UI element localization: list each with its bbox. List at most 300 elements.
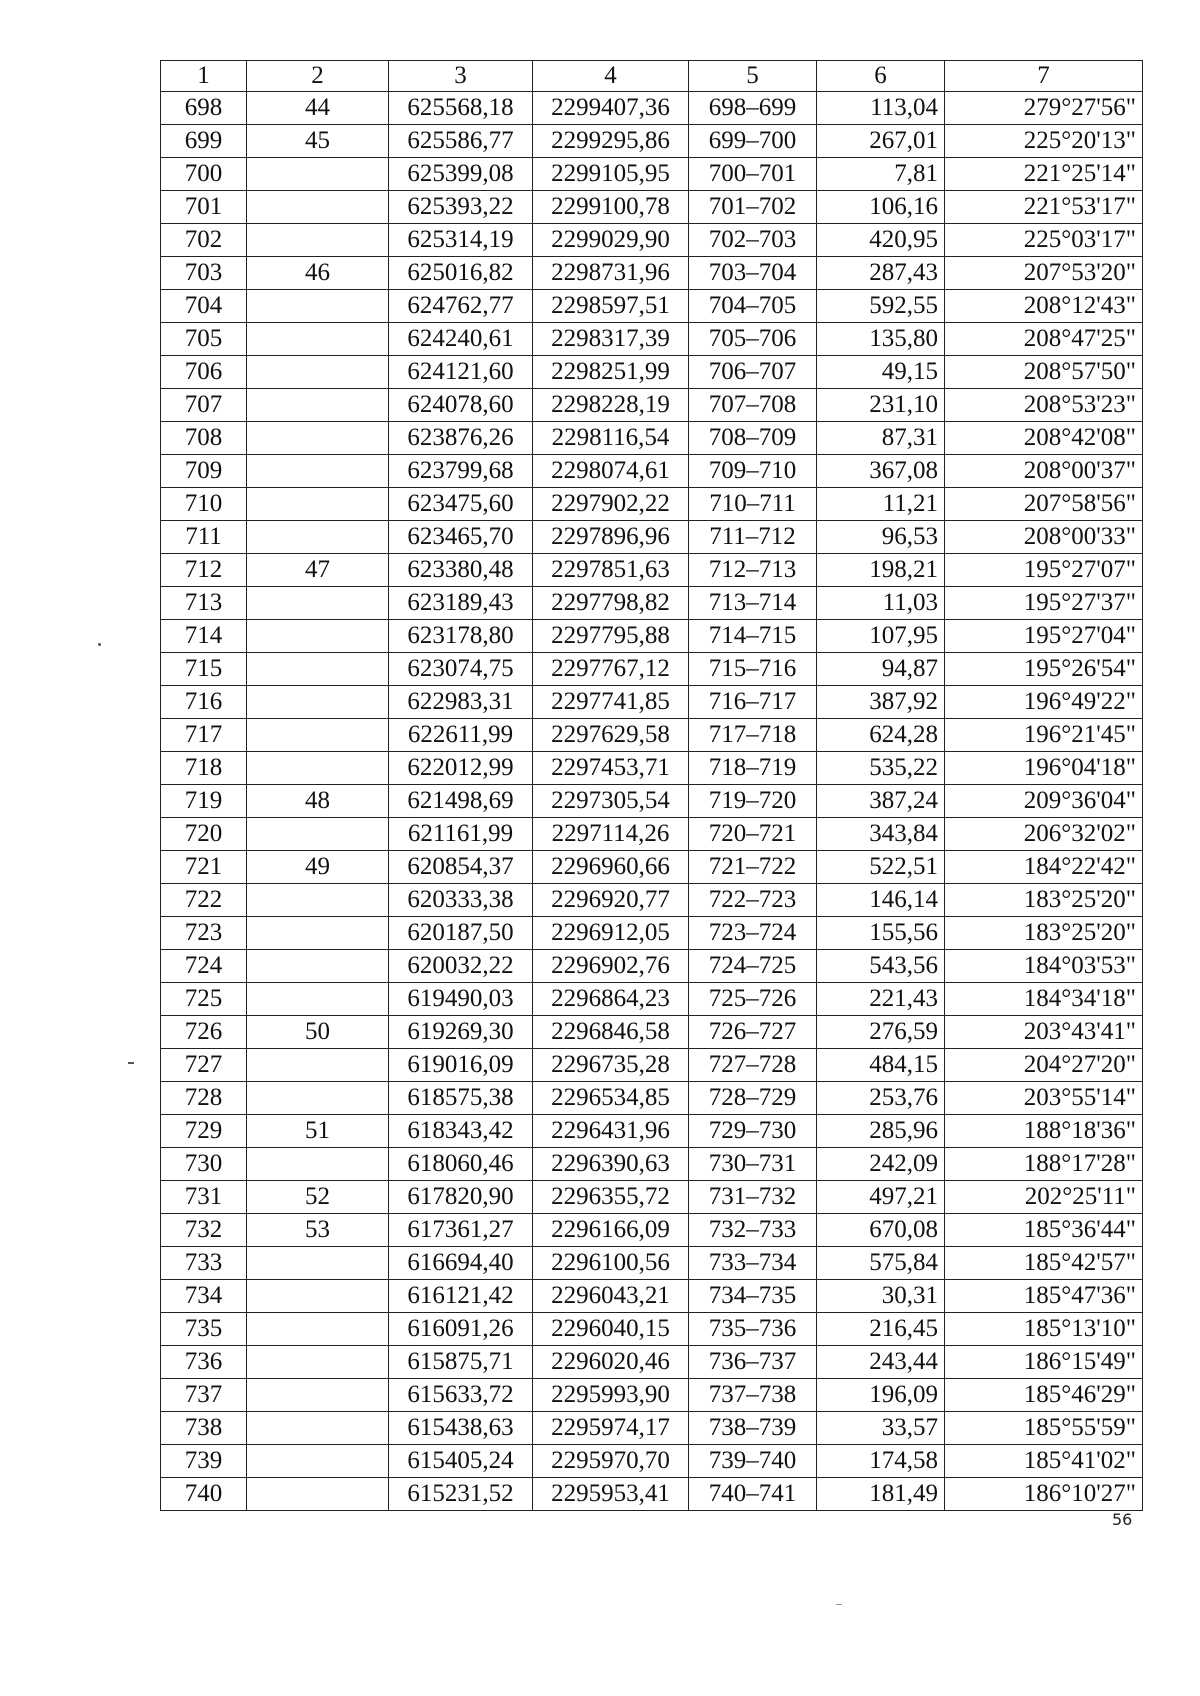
table-row [161,554,1143,587]
table-cell: 367,08 [817,455,945,488]
table-cell: 624078,60 [389,389,533,422]
table-row [161,389,1143,422]
table-row [161,818,1143,851]
table-cell: 736–737 [689,1346,817,1379]
table-cell: 711 [161,521,247,554]
table-cell: 46 [247,257,389,290]
table-cell: 2297767,12 [533,653,689,686]
table-cell: 2296920,77 [533,884,689,917]
table-cell: 670,08 [817,1214,945,1247]
table-cell: 718–719 [689,752,817,785]
table-cell [247,752,389,785]
table-cell: 731 [161,1181,247,1214]
table-row [161,587,1143,620]
table-cell: 2295970,70 [533,1445,689,1478]
table-cell: 733–734 [689,1247,817,1280]
table-row [161,191,1143,224]
table-cell [247,620,389,653]
table-cell: 2296040,15 [533,1313,689,1346]
table-cell: 619016,09 [389,1049,533,1082]
table-cell: 2298251,99 [533,356,689,389]
table-row [161,521,1143,554]
table-cell: 195°27'37" [945,587,1143,620]
table-row [161,752,1143,785]
table-cell: 196°21'45" [945,719,1143,752]
table-cell: 146,14 [817,884,945,917]
table-cell: 619269,30 [389,1016,533,1049]
table-cell: 208°42'08" [945,422,1143,455]
table-cell: 208°00'33" [945,521,1143,554]
table-cell: 740–741 [689,1478,817,1511]
table-cell: 618060,46 [389,1148,533,1181]
table-cell: 49,15 [817,356,945,389]
table-cell: 719 [161,785,247,818]
table-row [161,224,1143,257]
table-cell: 221°53'17" [945,191,1143,224]
table-cell: 420,95 [817,224,945,257]
table-cell: 707–708 [689,389,817,422]
table-cell: 2298731,96 [533,257,689,290]
table-row [161,1412,1143,1445]
table-cell: 2297741,85 [533,686,689,719]
table-cell: 620187,50 [389,917,533,950]
table-cell: 625016,82 [389,257,533,290]
table-cell: 701–702 [689,191,817,224]
table-cell: 621498,69 [389,785,533,818]
table-cell [247,521,389,554]
table-row [161,1214,1143,1247]
table-cell [247,389,389,422]
table-cell: 198,21 [817,554,945,587]
table-cell: 184°22'42" [945,851,1143,884]
table-cell [247,488,389,521]
table-cell: 208°00'37" [945,455,1143,488]
table-row [161,257,1143,290]
table-cell: 700 [161,158,247,191]
table-cell: 2297896,96 [533,521,689,554]
table-cell: 615231,52 [389,1478,533,1511]
table-cell: 2296534,85 [533,1082,689,1115]
table-cell [247,455,389,488]
table-row [161,1181,1143,1214]
table-cell: 48 [247,785,389,818]
table-cell: 625399,08 [389,158,533,191]
table-cell: 729–730 [689,1115,817,1148]
table-cell: 704 [161,290,247,323]
table-cell: 735 [161,1313,247,1346]
table-cell: 94,87 [817,653,945,686]
table-cell [247,224,389,257]
table-cell: 242,09 [817,1148,945,1181]
table-cell: 717 [161,719,247,752]
table-cell: 183°25'20" [945,917,1143,950]
table-cell [247,1082,389,1115]
table-cell: 2298116,54 [533,422,689,455]
table-row [161,1049,1143,1082]
table-row [161,983,1143,1016]
table-row [161,125,1143,158]
table-cell: 253,76 [817,1082,945,1115]
table-cell: 184°34'18" [945,983,1143,1016]
table-cell: 739–740 [689,1445,817,1478]
table-cell: 699 [161,125,247,158]
table-cell [247,158,389,191]
table-cell [247,686,389,719]
table-cell: 723 [161,917,247,950]
table-cell: 2297798,82 [533,587,689,620]
table-row [161,653,1143,686]
table-cell [247,1049,389,1082]
table-cell [247,1412,389,1445]
table-row [161,158,1143,191]
table-cell: 705 [161,323,247,356]
table-cell: 720–721 [689,818,817,851]
table-cell: 87,31 [817,422,945,455]
table-cell [247,1379,389,1412]
table-cell: 726 [161,1016,247,1049]
table-cell: 708 [161,422,247,455]
table-cell: 276,59 [817,1016,945,1049]
header-row [161,61,1143,92]
table-cell: 624762,77 [389,290,533,323]
column-header-5: 5 [689,61,817,92]
table-cell: 206°32'02" [945,818,1143,851]
table-cell [247,323,389,356]
table-cell: 619490,03 [389,983,533,1016]
table-cell: 617820,90 [389,1181,533,1214]
table-cell: 623475,60 [389,488,533,521]
table-cell: 53 [247,1214,389,1247]
table-row [161,917,1143,950]
table-cell: 622983,31 [389,686,533,719]
table-cell: 188°17'28" [945,1148,1143,1181]
table-cell: 620333,38 [389,884,533,917]
table-row [161,1280,1143,1313]
table-row [161,1247,1143,1280]
table-cell: 716–717 [689,686,817,719]
table-cell [247,950,389,983]
table-cell: 717–718 [689,719,817,752]
table-cell: 732–733 [689,1214,817,1247]
table-cell: 624240,61 [389,323,533,356]
table-cell: 185°36'44" [945,1214,1143,1247]
table-cell: 183°25'20" [945,884,1143,917]
table-row [161,290,1143,323]
table-cell: 2296864,23 [533,983,689,1016]
table-cell: 113,04 [817,92,945,125]
table-cell: 616121,42 [389,1280,533,1313]
table-cell: 615875,71 [389,1346,533,1379]
table-cell: 715 [161,653,247,686]
table-cell: 184°03'53" [945,950,1143,983]
table-cell: 181,49 [817,1478,945,1511]
table-cell: 727–728 [689,1049,817,1082]
table-row [161,1346,1143,1379]
table-cell: 50 [247,1016,389,1049]
table-cell: 44 [247,92,389,125]
table-cell [247,1313,389,1346]
table-cell: 155,56 [817,917,945,950]
table-row [161,719,1143,752]
table-row [161,1445,1143,1478]
table-cell: 106,16 [817,191,945,224]
table-cell: 2297453,71 [533,752,689,785]
table-cell: 267,01 [817,125,945,158]
table-cell [247,917,389,950]
table-cell: 2297851,63 [533,554,689,587]
table-cell: 11,21 [817,488,945,521]
table-cell: 703 [161,257,247,290]
column-header-2: 2 [247,61,389,92]
table-cell: 2295974,17 [533,1412,689,1445]
table-cell: 740 [161,1478,247,1511]
table-cell: 734 [161,1280,247,1313]
table-cell: 185°55'59" [945,1412,1143,1445]
table-cell [247,356,389,389]
table-cell: 207°58'56" [945,488,1143,521]
table-row [161,1379,1143,1412]
table-cell: 2296846,58 [533,1016,689,1049]
table-cell: 714–715 [689,620,817,653]
column-header-3: 3 [389,61,533,92]
table-cell: 698–699 [689,92,817,125]
table-cell: 706 [161,356,247,389]
table-row [161,620,1143,653]
scan-speck [98,643,101,646]
table-cell: 722–723 [689,884,817,917]
column-header-1: 1 [161,61,247,92]
table-cell: 2295993,90 [533,1379,689,1412]
table-cell: 711–712 [689,521,817,554]
table-cell [247,719,389,752]
table-cell: 186°15'49" [945,1346,1143,1379]
table-cell: 2299407,36 [533,92,689,125]
table-cell: 732 [161,1214,247,1247]
table-cell: 202°25'11" [945,1181,1143,1214]
table-cell: 2297629,58 [533,719,689,752]
table-row [161,884,1143,917]
table-cell: 2296100,56 [533,1247,689,1280]
table-cell: 624121,60 [389,356,533,389]
table-cell: 208°53'23" [945,389,1143,422]
table-cell: 623189,43 [389,587,533,620]
table-cell: 621161,99 [389,818,533,851]
table-cell: 51 [247,1115,389,1148]
table-cell: 2297795,88 [533,620,689,653]
table-cell: 739 [161,1445,247,1478]
table-cell: 615633,72 [389,1379,533,1412]
table-cell [247,653,389,686]
table-cell: 734–735 [689,1280,817,1313]
table-cell: 2296735,28 [533,1049,689,1082]
table-cell: 52 [247,1181,389,1214]
table-cell: 710–711 [689,488,817,521]
table-cell: 623876,26 [389,422,533,455]
table-row [161,1313,1143,1346]
table-row [161,422,1143,455]
table-cell: 705–706 [689,323,817,356]
table-cell: 615438,63 [389,1412,533,1445]
table-cell: 203°43'41" [945,1016,1143,1049]
table-cell: 543,56 [817,950,945,983]
table-cell: 196°49'22" [945,686,1143,719]
table-cell: 2298228,19 [533,389,689,422]
table-cell: 719–720 [689,785,817,818]
table-cell: 715–716 [689,653,817,686]
table-cell [247,191,389,224]
table-cell: 722 [161,884,247,917]
table-cell: 2296431,96 [533,1115,689,1148]
table-cell: 185°13'10" [945,1313,1143,1346]
column-header-4: 4 [533,61,689,92]
coordinates-table [160,60,1143,1511]
table-cell: 49 [247,851,389,884]
table-cell: 2297902,22 [533,488,689,521]
table-cell: 737 [161,1379,247,1412]
scan-speck [128,1062,134,1064]
table-cell: 11,03 [817,587,945,620]
table-cell: 698 [161,92,247,125]
table-cell: 730–731 [689,1148,817,1181]
table-cell: 2296390,63 [533,1148,689,1181]
table-cell: 623178,80 [389,620,533,653]
table-row [161,1478,1143,1511]
table-row [161,851,1143,884]
table-cell: 203°55'14" [945,1082,1143,1115]
table-cell: 714 [161,620,247,653]
table-cell: 625393,22 [389,191,533,224]
table-cell: 625568,18 [389,92,533,125]
table-row [161,1082,1143,1115]
table-row [161,488,1143,521]
table-cell: 208°12'43" [945,290,1143,323]
table-row [161,785,1143,818]
table-cell: 2297114,26 [533,818,689,851]
table-cell [247,1280,389,1313]
table-cell: 727 [161,1049,247,1082]
table-cell [247,1478,389,1511]
table-cell: 618575,38 [389,1082,533,1115]
table-cell: 2297305,54 [533,785,689,818]
table-cell: 47 [247,554,389,587]
table-cell: 96,53 [817,521,945,554]
table-cell: 625314,19 [389,224,533,257]
table-cell: 724–725 [689,950,817,983]
table-cell: 185°46'29" [945,1379,1143,1412]
table-cell: 207°53'20" [945,257,1143,290]
table-cell: 522,51 [817,851,945,884]
table-cell: 623074,75 [389,653,533,686]
table-cell: 2299029,90 [533,224,689,257]
table-cell: 2299295,86 [533,125,689,158]
table-cell: 2296020,46 [533,1346,689,1379]
table-cell: 620032,22 [389,950,533,983]
table-cell: 497,21 [817,1181,945,1214]
table-cell: 735–736 [689,1313,817,1346]
table-cell: 712–713 [689,554,817,587]
table-cell: 616694,40 [389,1247,533,1280]
table-row [161,356,1143,389]
table-cell [247,884,389,917]
table-cell: 195°27'04" [945,620,1143,653]
table-cell: 618343,42 [389,1115,533,1148]
table-cell: 708–709 [689,422,817,455]
table-row [161,92,1143,125]
table-cell: 728–729 [689,1082,817,1115]
table-cell: 208°47'25" [945,323,1143,356]
table-cell [247,1346,389,1379]
table-cell: 2296912,05 [533,917,689,950]
table-cell: 2299100,78 [533,191,689,224]
table-cell: 185°47'36" [945,1280,1143,1313]
table-cell: 709–710 [689,455,817,488]
table-cell: 186°10'27" [945,1478,1143,1511]
table-cell: 623465,70 [389,521,533,554]
page-number: 56 [1112,1510,1133,1529]
table-cell: 721–722 [689,851,817,884]
table-cell: 702 [161,224,247,257]
table-cell: 107,95 [817,620,945,653]
table-cell: 701 [161,191,247,224]
table-cell: 738 [161,1412,247,1445]
table-cell: 592,55 [817,290,945,323]
table-cell: 387,92 [817,686,945,719]
table-cell: 535,22 [817,752,945,785]
table-cell: 185°41'02" [945,1445,1143,1478]
table-cell: 723–724 [689,917,817,950]
table-cell: 2296355,72 [533,1181,689,1214]
table-cell: 196,09 [817,1379,945,1412]
table-cell: 721 [161,851,247,884]
table-cell: 45 [247,125,389,158]
table-cell [247,587,389,620]
table-cell: 617361,27 [389,1214,533,1247]
table-cell: 2296960,66 [533,851,689,884]
table-cell: 725 [161,983,247,1016]
table-cell: 188°18'36" [945,1115,1143,1148]
table-row [161,1016,1143,1049]
table-cell: 387,24 [817,785,945,818]
table-cell: 716 [161,686,247,719]
table-cell: 30,31 [817,1280,945,1313]
table-cell: 622012,99 [389,752,533,785]
table-cell: 713 [161,587,247,620]
table-cell [247,290,389,323]
table-cell [247,422,389,455]
table-cell: 204°27'20" [945,1049,1143,1082]
table-cell: 216,45 [817,1313,945,1346]
table-cell: 720 [161,818,247,851]
table-cell [247,983,389,1016]
table-cell: 2295953,41 [533,1478,689,1511]
table-cell: 33,57 [817,1412,945,1445]
table-cell [247,1148,389,1181]
table-cell: 221°25'14" [945,158,1143,191]
table-cell: 729 [161,1115,247,1148]
table-row [161,323,1143,356]
table-cell: 287,43 [817,257,945,290]
table-cell: 185°42'57" [945,1247,1143,1280]
table-cell: 2298317,39 [533,323,689,356]
table-cell: 231,10 [817,389,945,422]
table-cell: 620854,37 [389,851,533,884]
table-cell: 730 [161,1148,247,1181]
table-cell: 221,43 [817,983,945,1016]
table-cell: 703–704 [689,257,817,290]
table-cell: 343,84 [817,818,945,851]
table-cell: 700–701 [689,158,817,191]
table-cell: 625586,77 [389,125,533,158]
